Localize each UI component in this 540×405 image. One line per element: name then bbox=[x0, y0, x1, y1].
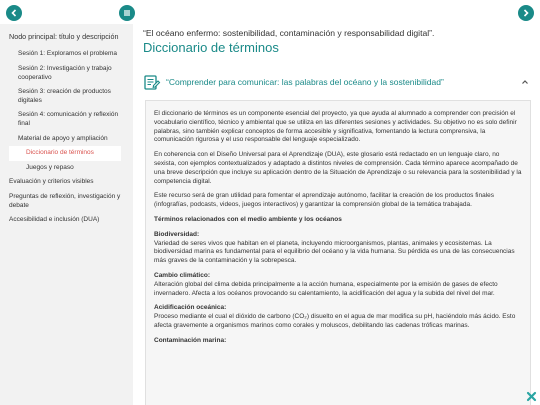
section-heading: Términos relacionados con el medio ambiente y los océanos bbox=[154, 215, 342, 223]
sidebar-item-reflection[interactable]: Preguntas de reflexión, investigación y debate bbox=[9, 192, 121, 209]
sidebar-item-session-2[interactable]: Sesión 2: Investigación y trabajo cooperativo bbox=[18, 65, 112, 81]
sidebar-item-accessibility[interactable]: Accesibilidad e inclusión (DUA) bbox=[9, 216, 100, 224]
accordion-header[interactable] bbox=[143, 72, 531, 92]
accordion-panel bbox=[145, 100, 531, 405]
term-biodiversity: Biodiversidad: bbox=[154, 230, 200, 238]
chevron-up-icon[interactable] bbox=[521, 78, 529, 86]
sidebar-item-support-material[interactable]: Material de apoyo y ampliación bbox=[18, 134, 108, 142]
definition-biodiversity: Variedad de seres vivos que habitan en el planeta, incluyendo microorganismos, plantas, animales y ecosistemas. La biodiversidad marina es fundamental para el equilibrio del océano y la vida humana. Su pérdida es una de las consecuencias más graves de la contaminación y la sobrepesca. bbox=[154, 239, 515, 265]
close-x-icon[interactable] bbox=[526, 391, 537, 402]
sidebar-root-link[interactable]: Nodo principal: título y descripción bbox=[9, 32, 119, 41]
menu-toggle-button[interactable] bbox=[119, 5, 135, 21]
sidebar-item-session-4[interactable]: Sesión 4: comunicación y reflexión final bbox=[18, 111, 119, 127]
sidebar-item-evaluation[interactable]: Evaluación y criterios visibles bbox=[9, 178, 94, 186]
definition-climate-change: Alteración global del clima debida principalmente a la acción humana, especialmente por la emisión de gases de efecto invernadero. Afecta a los océanos provocando su calentamiento, la acidificación del agua y la subida del nivel del mar. bbox=[154, 280, 498, 297]
chevron-right-icon bbox=[521, 8, 531, 18]
sidebar-item-session-1[interactable]: Sesión 1: Exploramos el problema bbox=[18, 50, 117, 58]
sidebar-nav bbox=[0, 24, 133, 405]
term-ocean-acidification: Acidificación oceánica: bbox=[154, 304, 227, 312]
intro-paragraph-1: El diccionario de términos es un componente esencial del proyecto, ya que ayuda al alumnado a comprender con precisión el vocabulario científico, técnico y ambiental que se utiliza en las diferentes sesiones y actividades. Su objetivo no es solo definir palabras, sino también explicar conceptos de forma accesible y significativa, fomentando la lectura comprensiva, la comunicación rigurosa y el uso responsable del lenguaje especializado. bbox=[154, 110, 517, 144]
notebook-edit-icon bbox=[143, 73, 161, 91]
page-title: Diccionario de términos bbox=[143, 40, 279, 55]
accordion-title: “Comprender para comunicar: las palabras del océano y la sostenibilidad” bbox=[166, 77, 444, 87]
prev-page-button[interactable] bbox=[6, 5, 22, 21]
term-climate-change: Cambio climático: bbox=[154, 271, 210, 279]
next-page-button[interactable] bbox=[518, 5, 534, 21]
sidebar-item-dictionary[interactable]: Diccionario de términos bbox=[9, 146, 121, 161]
sidebar-item-session-3[interactable]: Sesión 3: creación de productos digitales bbox=[18, 88, 111, 104]
definition-ocean-acidification: Proceso mediante el cual el dióxido de carbono (CO₂) disuelto en el agua de mar modifica su pH, haciéndolo más ácido. Esto afecta gravemente a organismos marinos como corales y moluscos, debilitando las cadenas tróficas marinas. bbox=[154, 313, 516, 329]
sidebar-item-games[interactable]: Juegos y repaso bbox=[26, 163, 74, 171]
intro-paragraph-3: Este recurso será de gran utilidad para fomentar el aprendizaje autónomo, facilitar la creación de los productos finales (infografías, podcasts, videos, juegos interactivos) y garantizar la comprensión global de la temática trabajada. bbox=[154, 192, 494, 209]
term-marine-pollution: Contaminación marina: bbox=[154, 336, 227, 344]
main-header bbox=[143, 28, 533, 56]
intro-paragraph-2: En coherencia con el Diseño Universal para el Aprendizaje (DUA), este glosario está redactado en un lenguaje claro, no sexista, con ejemplos contextualizados y adaptado a distintos niveles de comprensión. Cada término aparece acompañado de una breve descripción que incluye su aplicación dentro de la Situación de Aprendizaje o su relevancia para la sostenibilidad y la competencia digital. bbox=[154, 151, 522, 185]
page-quote: “El océano enfermo: sostenibilidad, contaminación y responsabilidad digital”. bbox=[143, 28, 435, 38]
menu-icon bbox=[122, 8, 132, 18]
chevron-left-icon bbox=[9, 8, 19, 18]
